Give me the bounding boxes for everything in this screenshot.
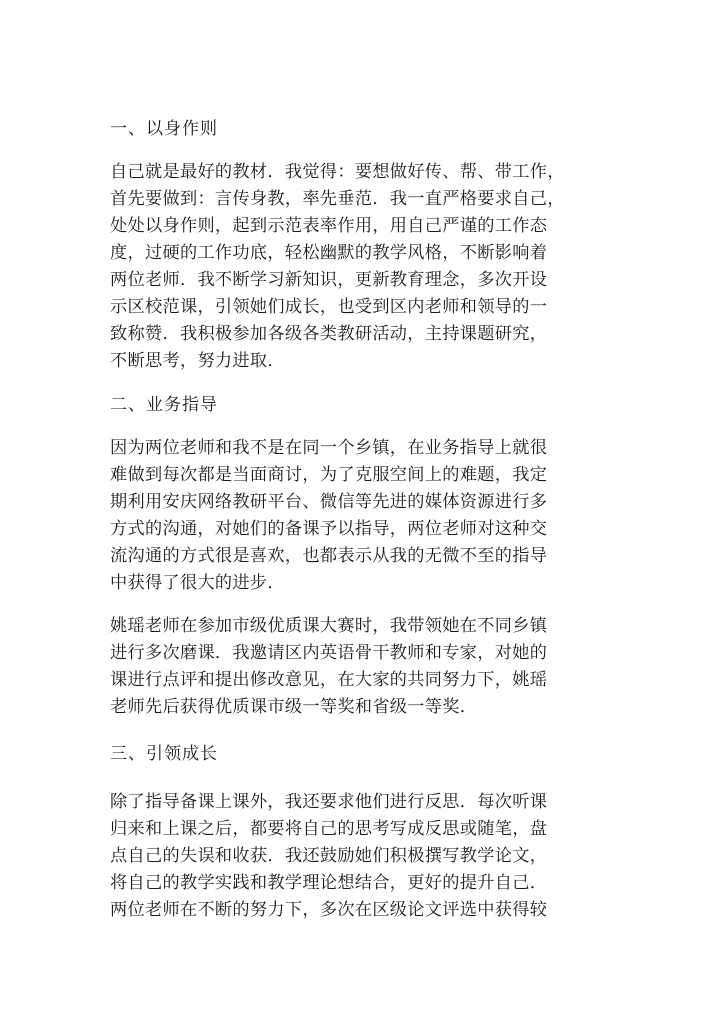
text-line: 姚瑶老师在参加市级优质课大赛时，我带领她在不同乡镇 <box>110 616 548 636</box>
section-heading-1: 一、以身作则 <box>110 119 218 139</box>
text-line: 不断思考，努力进取． <box>110 351 285 371</box>
section-2-paragraph-2 <box>110 613 610 721</box>
text-line: 除了指导备课上课外，我还要求他们进行反思．每次听课 <box>110 792 548 812</box>
text-line: 度，过硬的工作功底，轻松幽默的教学风格，不断影响着 <box>110 243 548 263</box>
text-line: 处处以身作则，起到示范表率作用，用自己严谨的工作态 <box>110 216 548 236</box>
text-line: 因为两位老师和我不是在同一个乡镇，在业务指导上就很 <box>110 438 548 458</box>
text-line: 点自己的失误和收获．我还鼓励她们积极撰写教学论文， <box>110 846 548 866</box>
text-line: 方式的沟通，对她们的备课予以指导，两位老师对这种交 <box>110 519 548 539</box>
text-line: 归来和上课之后，都要将自己的思考写成反思或随笔，盘 <box>110 819 548 839</box>
section-heading-2: 二、业务指导 <box>110 395 218 415</box>
text-line: 进行多次磨课．我邀请区内英语骨干教师和专家，对她的 <box>110 643 548 663</box>
text-line: 中获得了很大的进步． <box>110 573 285 593</box>
text-line: 两位老师．我不断学习新知识，更新教育理念，多次开设 <box>110 270 548 290</box>
section-2-paragraph-1 <box>110 435 610 597</box>
text-line: 难做到每次都是当面商讨，为了克服空间上的难题，我定 <box>110 465 548 485</box>
section-1-paragraph-1 <box>110 159 610 375</box>
text-line: 致称赞．我积极参加各级各类教研活动，主持课题研究， <box>110 324 548 344</box>
text-line: 老师先后获得优质课市级一等奖和省级一等奖． <box>110 697 478 717</box>
text-line: 示区校范课，引领她们成长，也受到区内老师和领导的一 <box>110 297 548 317</box>
section-3-paragraph-1 <box>110 789 610 924</box>
text-line: 自己就是最好的教材．我觉得：要想做好传、帮、带工作， <box>110 162 565 182</box>
text-line: 课进行点评和提出修改意见，在大家的共同努力下，姚瑶 <box>110 670 548 690</box>
text-line: 期利用安庆网络教研平台、微信等先进的媒体资源进行多 <box>110 492 548 512</box>
text-line: 两位老师在不断的努力下，多次在区级论文评选中获得较 <box>110 900 548 920</box>
text-line: 流沟通的方式很是喜欢，也都表示从我的无微不至的指导 <box>110 546 548 566</box>
text-line: 首先要做到：言传身教，率先垂范．我一直严格要求自己， <box>110 189 565 209</box>
section-heading-3: 三、引领成长 <box>110 744 218 764</box>
text-line: 将自己的教学实践和教学理论想结合，更好的提升自己． <box>110 873 548 893</box>
